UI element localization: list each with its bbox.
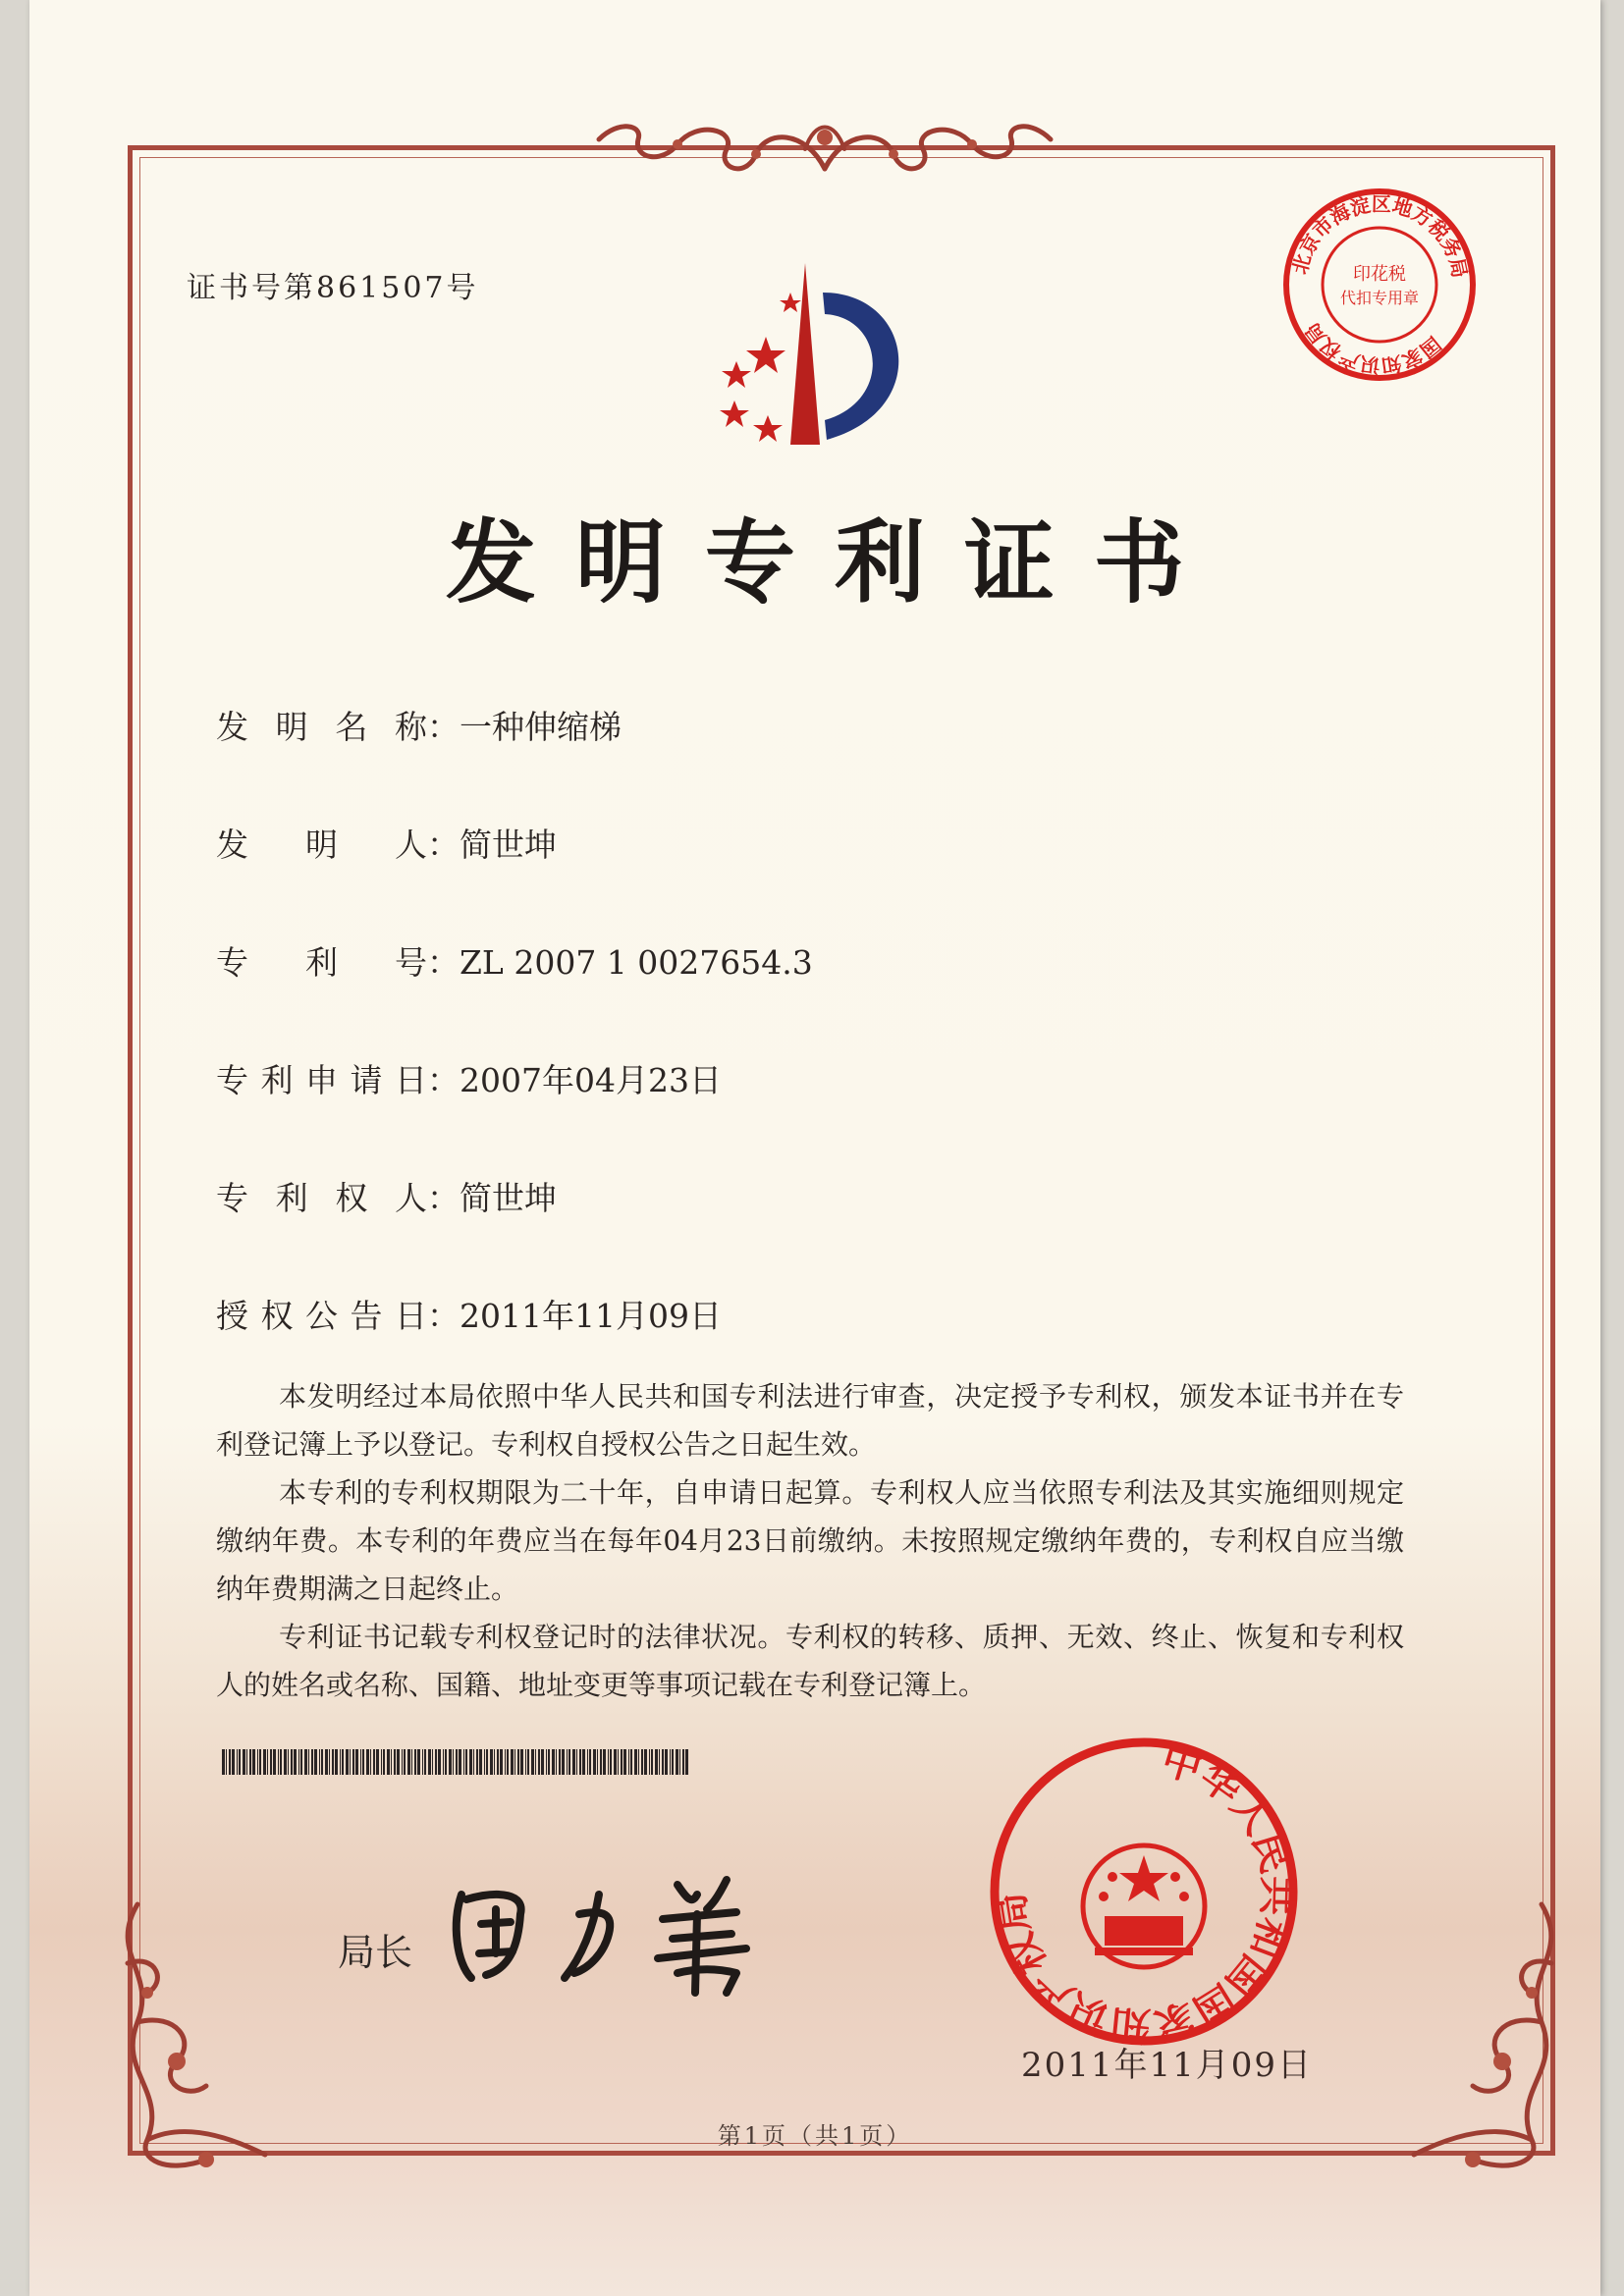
page-number: 第1页（共1页） (717, 2122, 913, 2150)
barcode (222, 1749, 693, 1775)
certificate-sheet (29, 0, 1600, 2296)
seal-date: 2011年11月09日 (1021, 2046, 1314, 2085)
paragraph-term: 本专利的专利权期限为二十年，自申请日起算。专利权人应当依照专利法及其实施细则规定缴纳年费。本专利的年费应当在每年04月23日前缴纳。未按照规定缴纳年费的，专利权自应当缴纳年费期满之日起终止。 (216, 1476, 1404, 1605)
director-signature (442, 1855, 795, 2002)
certificate-title: 发明专利证书 (445, 510, 1223, 615)
small-seal-center-1: 印花税 (1353, 264, 1406, 285)
patent-office-emblem-icon (697, 253, 923, 450)
field-grant-date: 授权公告日：2011年11月09日 (216, 1297, 722, 1335)
field-value: ZL 2007 1 0027654.3 (460, 943, 813, 982)
top-ornament (579, 110, 1070, 188)
big-seal-ring-text: 中华人民共和国国家知识产权局 (987, 1736, 1300, 2049)
field-value: 简世坤 (460, 1179, 557, 1217)
field-inventor: 发明人：简世坤 (216, 826, 557, 864)
field-value: 2011年11月09日 (460, 1297, 722, 1335)
director-label: 局长 (338, 1931, 413, 1974)
field-application-date: 专利申请日：2007年04月23日 (216, 1061, 722, 1099)
field-value: 一种伸缩梯 (460, 708, 622, 746)
field-value: 2007年04月23日 (460, 1061, 722, 1099)
small-seal-ring-text: 北京市海淀区地方税务局 (1287, 191, 1473, 281)
small-seal-center-2: 代扣专用章 (1339, 289, 1420, 307)
national-emblem-icon (1083, 1845, 1205, 1967)
certificate-number: 证书号第861507号 (187, 271, 479, 305)
field-patent-number: 专利号：ZL 2007 1 0027654.3 (216, 943, 813, 982)
tax-stamp-seal (1276, 182, 1483, 388)
paragraph-grant: 本发明经过本局依照中华人民共和国专利法进行审查，决定授予专利权，颁发本证书并在专利登记簿上予以登记。专利权自授权公告之日起生效。 (216, 1380, 1404, 1461)
paragraph-legal-status: 专利证书记载专利权登记时的法律状况。专利权的转移、质押、无效、终止、恢复和专利权人的姓名或名称、国籍、地址变更等事项记载在专利登记簿上。 (216, 1621, 1404, 1701)
field-patentee: 专利权人：简世坤 (216, 1179, 557, 1217)
field-invention-name: 发明名称：一种伸缩梯 (216, 708, 622, 746)
cnipa-official-seal (982, 1730, 1306, 2054)
inner-frame (139, 157, 1543, 2144)
small-seal-bottom-text: 国家知识产权局 (1300, 318, 1446, 378)
field-value: 简世坤 (460, 826, 557, 864)
